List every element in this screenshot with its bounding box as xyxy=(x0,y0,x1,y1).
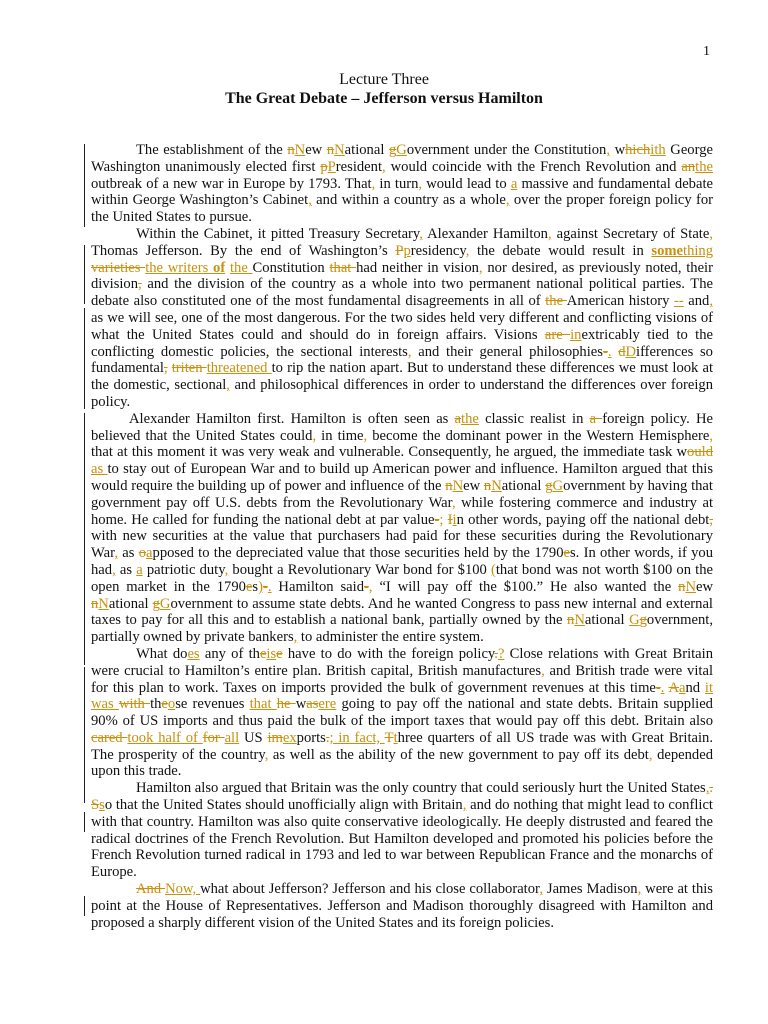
deleted-text: triten xyxy=(171,360,207,377)
deleted-text: ould xyxy=(687,444,713,461)
inserted-text: G xyxy=(159,595,171,612)
deleted-text: n xyxy=(678,578,686,595)
text-run: would coincide with the French Revolution and xyxy=(385,158,682,175)
inserted-text: ; xyxy=(439,511,444,528)
text-run: Close relations with Great Britain were crucial to Hamilton’s entire plan. British capital, British manufactures xyxy=(91,645,714,679)
text-run: nor desired, as previously noted, their division xyxy=(91,259,713,293)
text-run: as well as the ability of the new government to pay off its debt xyxy=(268,746,649,763)
deleted-text: varieties xyxy=(91,259,146,276)
text-run: bought a Revolutionary War bond for $100 xyxy=(228,561,491,578)
text-run: any of th xyxy=(199,645,260,662)
inserted-text: , xyxy=(462,797,467,814)
text-run: to administer the entire system. xyxy=(297,629,484,646)
text-run: as xyxy=(115,561,137,578)
deleted-text: as xyxy=(306,696,319,713)
inserted-text: took half of xyxy=(127,729,203,746)
text-run: pposed to the depreciated value that those securities held by the 1790 xyxy=(152,545,564,562)
text-run: that at this moment it was very weak and vulnerable. Consequently, he argued, the immediate task w xyxy=(91,444,688,461)
inserted-text: ith xyxy=(650,142,666,158)
deleted-text: , xyxy=(138,276,142,293)
deleted-text: I xyxy=(447,511,453,528)
inserted-text: a xyxy=(510,175,518,192)
inserted-text: P xyxy=(327,158,336,175)
text-run: hree quarters of all US trade was with Great Britain. The prosperity of the country xyxy=(91,729,713,763)
text-run: ational xyxy=(108,595,153,612)
lecture-title: The Great Debate – Jefferson versus Hamilton xyxy=(225,90,543,107)
inserted-text: , xyxy=(705,780,710,797)
deleted-text: . xyxy=(325,729,330,746)
inserted-text: ex xyxy=(282,729,297,746)
inserted-text: threatened xyxy=(206,360,272,377)
inserted-text: , xyxy=(308,192,312,209)
deleted-text: , xyxy=(709,511,713,528)
inserted-text: , xyxy=(709,225,713,242)
inserted-text: N xyxy=(452,477,464,494)
deleted-text: n xyxy=(287,142,295,158)
inserted-text: is xyxy=(266,645,277,662)
inserted-text: a xyxy=(679,679,686,696)
text-run: massive and fundamental debate within George Washington’s Cabinet xyxy=(91,175,713,209)
deleted-text: . xyxy=(709,780,713,797)
text-run: classic realist in xyxy=(478,410,590,427)
text-run: would lead to xyxy=(422,175,511,192)
inserted-text: thing xyxy=(683,242,714,259)
deleted-text: - xyxy=(434,511,440,528)
deleted-text: T xyxy=(384,729,394,746)
text-run: what about Jefferson? Jefferson and his close collaborator xyxy=(200,881,540,898)
deleted-text: for xyxy=(202,729,225,746)
body-paragraph xyxy=(91,780,713,881)
text-run: against Secretary of State xyxy=(551,225,710,242)
text-run: nd xyxy=(685,679,705,696)
deleted-text: e xyxy=(259,645,267,662)
text-run: and the division of the country as a whole into two permanent national political parties. The debate also constituted one of the most fundamental disagreements in all of xyxy=(91,276,713,310)
inserted-text: N xyxy=(294,142,306,158)
text-run: as we will see, one of the most dangerous. For the two sides held very different and conflicting visions of what the United States could and should do in foreign affairs. Visions xyxy=(91,309,713,343)
inserted-text: , xyxy=(478,259,483,276)
body-paragraph xyxy=(91,411,713,646)
inserted-text: all xyxy=(224,729,240,746)
revision-bar xyxy=(84,896,85,916)
text-run: to rip the nation apart. But to understand these differences we must look at the domestic, sectional xyxy=(91,360,714,394)
deleted-text: n xyxy=(445,477,453,494)
inserted-text: s xyxy=(99,797,105,814)
inserted-text: N xyxy=(685,578,696,595)
inserted-text: o xyxy=(167,696,176,713)
inserted-text: , xyxy=(606,142,610,158)
inserted-text: , xyxy=(418,175,423,192)
revision-bar xyxy=(84,812,85,832)
page-number: 1 xyxy=(703,44,710,59)
deleted-text: hich xyxy=(625,142,651,158)
inserted-text: ere xyxy=(318,696,337,713)
text-run: and philosophical differences in order to understand the differences over foreign policy. xyxy=(91,377,713,410)
text-run: ational xyxy=(501,477,546,494)
inserted-text: N xyxy=(98,595,109,612)
deleted-text: , xyxy=(163,360,168,377)
text-run: that bond was not worth $100 on the open market in the 1790 xyxy=(91,561,713,595)
deleted-text: e xyxy=(161,696,168,713)
text-run: Hamilton said xyxy=(271,578,364,595)
deleted-text: d xyxy=(618,343,626,360)
deleted-text: A xyxy=(668,679,679,696)
inserted-text: , xyxy=(637,881,642,898)
text-run: Thomas Jefferson. By the end of Washington’s xyxy=(91,242,396,259)
text-run: and do nothing that might lead to conflict with that country. Hamilton was also quite conservative ideologically. He deeply distrusted and feared the radical doctrines of the French Revolution. But Hamilton developed and promoted his policies before the French Revolution turned radical in 1793 and led to war between Republican France and the monarchs of Europe. xyxy=(91,797,713,881)
text-run: were at this point at the House of Representatives. Jefferson and Madison thoroughly disagreed with Hamilton and proposed a sharply different vision of the United States and its foreign policies. xyxy=(91,881,713,931)
text-run: resident xyxy=(335,158,382,175)
inserted-text: ? xyxy=(497,645,505,662)
inserted-text: ) xyxy=(258,578,263,595)
text-run: ew xyxy=(305,142,327,158)
inserted-text: the writers xyxy=(145,259,214,276)
inserted-text: , xyxy=(114,545,119,562)
text-run: “I will pay off the $100.” He also wanted the xyxy=(372,578,679,595)
text-run: ational xyxy=(344,142,389,158)
deleted-text: are xyxy=(544,326,571,343)
text-run: over the proper foreign policy for the United States to pursue. xyxy=(91,192,713,226)
inserted-text: as xyxy=(91,461,108,478)
inserted-text: , xyxy=(293,629,298,646)
deleted-text: g xyxy=(152,595,160,612)
inserted-text: D xyxy=(625,343,637,360)
deleted-text: P xyxy=(395,242,404,259)
text-run: The establishment of the xyxy=(136,142,288,158)
inserted-text: ( xyxy=(491,561,496,578)
deleted-text: And xyxy=(136,881,166,898)
inserted-text: , xyxy=(407,343,412,360)
text-run: extricably tied to the conflicting domestic policies, the sectional interests xyxy=(91,326,714,360)
deleted-text: with xyxy=(118,696,151,713)
text-run: Alexander Hamilton xyxy=(422,225,548,242)
inserted-text: G xyxy=(552,477,564,494)
inserted-text: t xyxy=(393,729,398,746)
inserted-text: , xyxy=(648,746,653,763)
inserted-text: . xyxy=(660,679,665,696)
text-run: overnment by having that government pay off U.S. debts from the Revolutionary War xyxy=(91,477,713,511)
deleted-text: an xyxy=(681,158,696,175)
deleted-text: n xyxy=(483,477,492,494)
inserted-text: G xyxy=(396,142,407,158)
deleted-text: n xyxy=(567,612,575,629)
text-run: patriotic duty xyxy=(142,561,225,578)
text-run: Hamilton also argued that Britain was the only country that could seriously hurt the United States xyxy=(136,780,706,797)
body-paragraph xyxy=(91,881,713,931)
inserted-text: a xyxy=(136,561,143,578)
text-run: What do xyxy=(136,645,188,662)
inserted-text: p xyxy=(403,242,411,259)
text-run: to stay out of European War and to build up American power and influence. Hamilton argued that this would require the building up of power and influence of the xyxy=(91,461,713,494)
text-run: going to pay off the national and state debts. Britain supplied 90% of US imports and thus paid the bulk of the import taxes that would pay off this debt. Britain also xyxy=(91,696,713,730)
deleted-text: a xyxy=(454,410,462,427)
inserted-text: , xyxy=(382,158,386,175)
deleted-text: e xyxy=(563,545,570,562)
text-run: w xyxy=(295,696,307,713)
text-run: as xyxy=(118,545,139,562)
text-run: become the dominant power in the Western Hemisphere xyxy=(367,427,710,444)
deleted-text: - xyxy=(262,578,268,595)
text-run: in time xyxy=(316,427,364,444)
inserted-text: es xyxy=(187,645,200,662)
inserted-text: , xyxy=(368,578,373,595)
text-run: and within a country as a whole xyxy=(311,192,506,209)
inserted-text: ; in fact, xyxy=(329,729,385,746)
inserted-text: in xyxy=(570,326,582,343)
deleted-text: he xyxy=(276,696,296,713)
revision-bar xyxy=(84,667,85,803)
text-run: ew xyxy=(695,578,714,595)
inserted-text: Now, xyxy=(165,881,201,898)
revision-bar xyxy=(84,144,85,227)
inserted-text: , xyxy=(451,494,456,511)
deleted-text: - xyxy=(364,578,369,595)
inserted-text: , xyxy=(224,561,229,578)
inserted-text: , xyxy=(226,377,230,394)
inserted-text: a xyxy=(146,545,153,562)
deleted-text: S xyxy=(91,797,100,814)
deleted-text: n xyxy=(91,595,99,612)
revision-bar xyxy=(84,413,85,665)
body-paragraph xyxy=(91,142,713,226)
lecture-heading xyxy=(0,70,768,108)
text-run: se revenues xyxy=(175,696,250,713)
text-run: s xyxy=(252,578,259,595)
text-run: had neither in vision xyxy=(356,259,479,276)
text-run: s. In other words, if you had xyxy=(91,545,713,578)
text-run: with new securities at the value that purchasers had paid for these securities during the Revolutionary War xyxy=(91,528,713,562)
deleted-text: g xyxy=(545,477,553,494)
text-run: Within the Cabinet, it pitted Treasury Secretary xyxy=(136,225,420,242)
inserted-text: , xyxy=(112,561,116,578)
text-run: th xyxy=(150,696,162,713)
inserted-text: -- xyxy=(673,293,684,310)
deleted-text: g xyxy=(389,142,397,158)
inserted-text: , xyxy=(547,225,552,242)
inserted-text: , xyxy=(465,242,470,259)
text-run: ew xyxy=(463,477,484,494)
text-run: and their general philosophies xyxy=(411,343,603,360)
text-run: depended upon this trade. xyxy=(91,746,713,780)
deleted-text: - xyxy=(655,679,661,696)
inserted-text: some xyxy=(651,242,684,259)
deleted-text: n xyxy=(326,142,335,158)
body-paragraph xyxy=(91,226,713,411)
inserted-text: . xyxy=(267,578,272,595)
text-run: and xyxy=(683,293,710,310)
text-run: James Madison xyxy=(542,881,638,898)
lecture-body xyxy=(91,142,713,931)
text-run: outbreak of a new war in Europe by 1793. That xyxy=(91,175,372,192)
inserted-text: the xyxy=(695,158,714,175)
text-run: Alexander Hamilton first. Hamilton is often seen as xyxy=(129,410,455,427)
deleted-text: - xyxy=(602,343,608,360)
inserted-text: , xyxy=(371,175,376,192)
inserted-text: of xyxy=(213,259,226,276)
deleted-text: g xyxy=(639,612,647,629)
deleted-text: . xyxy=(494,645,498,662)
inserted-text: the xyxy=(229,259,253,276)
inserted-text: N xyxy=(574,612,585,629)
revision-bar xyxy=(84,308,85,409)
text-run: ifferences so fundamental xyxy=(91,343,713,377)
text-run: residency xyxy=(410,242,466,259)
text-run: overnment to assume state debts. And he wanted Congress to pass new internal and external taxes to pay for all this and to establish a national bank, partially owned by the xyxy=(91,595,713,629)
inserted-text: G xyxy=(629,612,640,629)
lecture-number: Lecture Three xyxy=(339,71,429,88)
deleted-text: e xyxy=(245,578,253,595)
text-run: and British trade were vital for this plan to work. Taxes on imports provided the bulk of government revenues at this time xyxy=(91,662,713,696)
deleted-text: p xyxy=(320,158,328,175)
text-run: overnment under the Constitution xyxy=(406,142,607,158)
text-run: have to do with the foreign policy xyxy=(282,645,495,662)
deleted-text: a xyxy=(589,410,603,427)
text-run: the debate would result in xyxy=(469,242,652,259)
inserted-text: , xyxy=(264,746,269,763)
text-run: ports xyxy=(296,729,326,746)
inserted-text: , xyxy=(363,427,368,444)
revision-bar xyxy=(84,245,85,304)
inserted-text: , xyxy=(505,192,510,209)
text-run: American history xyxy=(566,293,674,310)
inserted-text: , xyxy=(539,881,543,898)
inserted-text: , xyxy=(709,427,714,444)
inserted-text: that xyxy=(249,696,277,713)
text-run: Constitution xyxy=(252,259,330,276)
text-run: US xyxy=(239,729,268,746)
text-run: while fostering commerce and industry at home. He called for funding the national debt at par value xyxy=(91,494,713,528)
deleted-text: the xyxy=(545,293,567,310)
inserted-text: N xyxy=(491,477,502,494)
text-run: n other words, paying off the national debt xyxy=(456,511,710,528)
deleted-text: o xyxy=(138,545,147,562)
inserted-text: , xyxy=(541,662,545,679)
inserted-text: , xyxy=(419,225,423,242)
text-run: overnment, partially owned by private bankers xyxy=(91,612,713,646)
text-run: w xyxy=(609,142,626,158)
inserted-text: N xyxy=(334,142,345,158)
inserted-text: the xyxy=(461,410,479,427)
text-run: o that the United States should unofficially align with Britain xyxy=(104,797,463,814)
deleted-text: that xyxy=(329,259,357,276)
text-run: George Washington unanimously elected first xyxy=(91,142,713,175)
inserted-text: . xyxy=(607,343,612,360)
body-paragraph xyxy=(91,646,713,780)
deleted-text: im xyxy=(267,729,283,746)
inserted-text: it was xyxy=(91,679,713,713)
inserted-text: , xyxy=(312,427,317,444)
deleted-text: e xyxy=(276,645,283,662)
text-run: ational xyxy=(584,612,630,629)
text-run: in turn xyxy=(375,175,419,192)
inserted-text: , xyxy=(709,293,713,310)
inserted-text: i xyxy=(452,511,457,528)
deleted-text: cared xyxy=(91,729,128,746)
text-run: foreign policy. He believed that the United States could xyxy=(91,410,713,444)
